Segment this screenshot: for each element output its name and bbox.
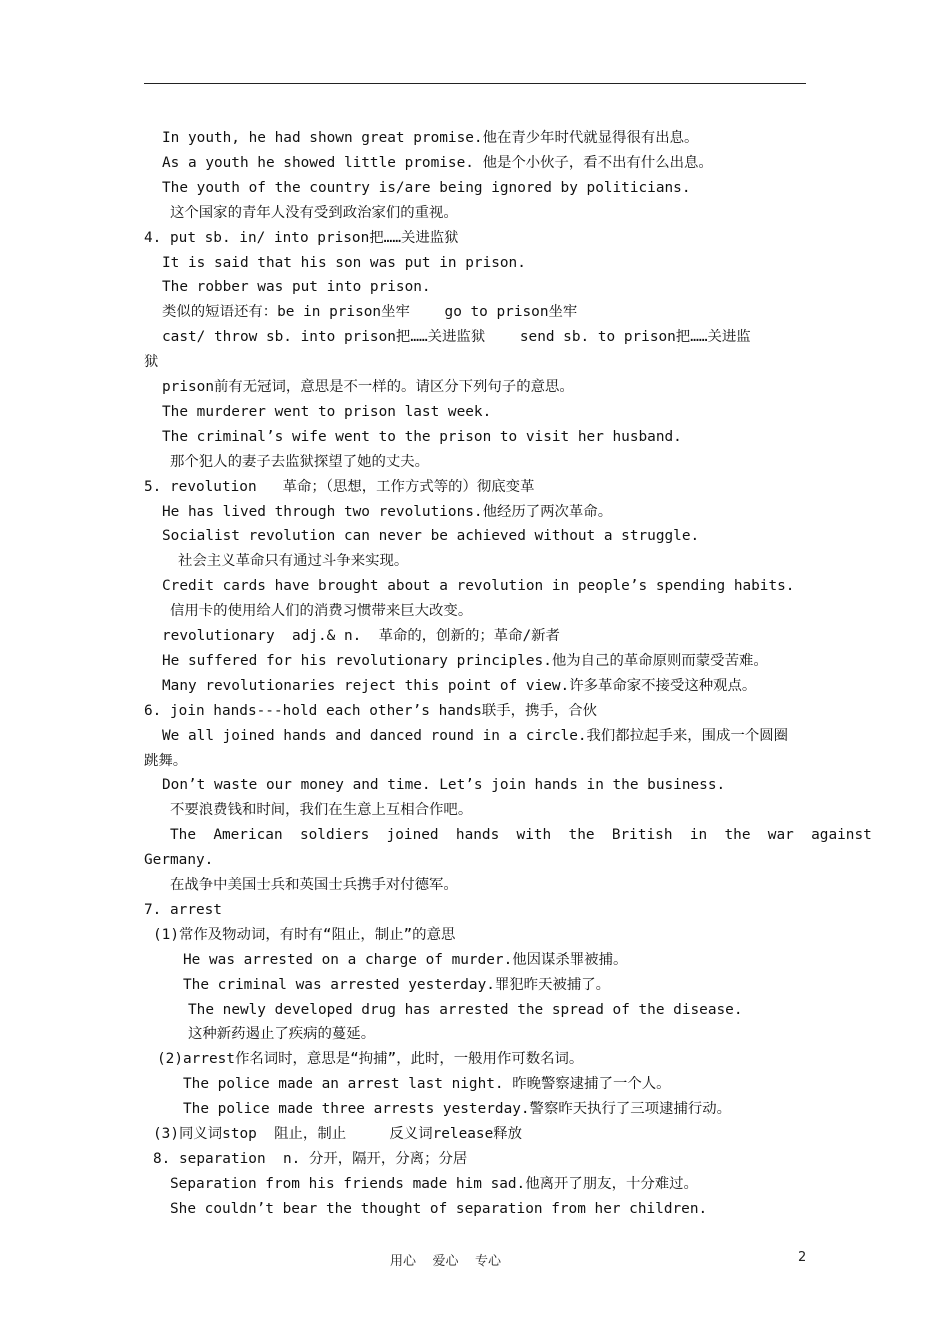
text-line: 6. join hands---hold each other’s hands联手，携手，合伙 bbox=[144, 702, 598, 719]
text-line: The robber was put into prison. bbox=[162, 279, 431, 296]
text-line: She couldn’t bear the thought of separation from her children. bbox=[170, 1200, 708, 1217]
text-line: Separation from his friends made him sad.他离开了朋友，十分难过。 bbox=[170, 1175, 698, 1192]
text-line: It is said that his son was put in prison. bbox=[162, 254, 526, 271]
text-line: (1)常作及物动词，有时有“阻止，制止”的意思 bbox=[153, 926, 456, 943]
text-line: 8. separation n. 分开，隔开，分离；分居 bbox=[153, 1150, 468, 1167]
text-line: 那个犯人的妻子去监狱探望了她的丈夫。 bbox=[170, 453, 430, 470]
text-line: 7. arrest bbox=[144, 901, 222, 918]
text-line: Credit cards have brought about a revolution in people’s spending habits. bbox=[162, 578, 795, 595]
text-line: Socialist revolution can never be achieved without a struggle. bbox=[162, 528, 700, 545]
text-line: 狱 bbox=[144, 354, 159, 371]
text-line: 4. put sb. in/ into prison把……关进监狱 bbox=[144, 229, 459, 246]
text-line: 社会主义革命只有通过斗争来实现。 bbox=[178, 553, 409, 570]
page-number: 2 bbox=[798, 1250, 807, 1265]
text-line: 信用卡的使用给人们的消费习惯带来巨大改变。 bbox=[170, 603, 473, 620]
footer-motto: 用心 爱心 专心 bbox=[390, 1254, 502, 1269]
text-line: prison前有无冠词，意思是不一样的。请区分下列句子的意思。 bbox=[162, 379, 574, 395]
text-line: Germany. bbox=[144, 852, 214, 869]
text-line: The police made an arrest last night. 昨晚警察逮捕了一个人。 bbox=[183, 1076, 671, 1093]
text-line: The American soldiers joined hands with the British in the war against bbox=[170, 827, 872, 844]
text-line: We all joined hands and danced round in a circle.我们都拉起手来，围成一个圆圈 bbox=[162, 727, 789, 744]
text-line: 在战争中美国士兵和英国士兵携手对付德军。 bbox=[170, 877, 458, 893]
text-line: The criminal was arrested yesterday.罪犯昨天被捕了。 bbox=[183, 976, 611, 993]
text-line: The newly developed drug has arrested the spread of the disease. bbox=[188, 1001, 743, 1018]
text-line: (2)arrest作名词时，意思是“拘捕”，此时，一般用作可数名词。 bbox=[157, 1051, 584, 1068]
text-line: Don’t waste our money and time. Let’s join hands in the business. bbox=[162, 777, 726, 794]
text-line: 跳舞。 bbox=[144, 752, 188, 769]
text-line: The police made three arrests yesterday.警察昨天执行了三项逮捕行动。 bbox=[183, 1101, 732, 1118]
text-line: The criminal’s wife went to the prison to visit her husband. bbox=[162, 428, 682, 445]
text-line: The youth of the country is/are being ignored by politicians. bbox=[162, 179, 691, 196]
text-line: 类似的短语还有：be in prison坐牢 go to prison坐牢 bbox=[162, 304, 578, 321]
text-line: 5. revolution 革命；（思想，工作方式等的）彻底变革 bbox=[144, 478, 535, 495]
header-rule bbox=[144, 83, 806, 84]
text-line: In youth, he had shown great promise.他在青少年时代就显得很有出息。 bbox=[162, 130, 699, 146]
text-line: revolutionary adj.& n. 革命的，创新的；革命/新者 bbox=[162, 628, 560, 644]
text-line: As a youth he showed little promise. 他是个小伙子，看不出有什么出息。 bbox=[162, 154, 713, 171]
text-line: 这个国家的青年人没有受到政治家们的重视。 bbox=[170, 204, 458, 221]
text-line: He suffered for his revolutionary principles.他为自己的革命原则而蒙受苦难。 bbox=[162, 652, 768, 669]
text-line: He was arrested on a charge of murder.他因谋杀罪被捕。 bbox=[183, 951, 628, 968]
text-line: Many revolutionaries reject this point of view.许多革命家不接受这种观点。 bbox=[162, 677, 757, 694]
text-line: He has lived through two revolutions.他经历了两次革命。 bbox=[162, 503, 613, 520]
text-line: 不要浪费钱和时间，我们在生意上互相合作吧。 bbox=[170, 802, 473, 819]
text-line: cast/ throw sb. into prison把……关进监狱 send sb. to prison把……关进监 bbox=[162, 329, 751, 346]
text-line: (3)同义词stop 阻止，制止 反义词release释放 bbox=[153, 1126, 523, 1142]
text-line: 这种新药遏止了疾病的蔓延。 bbox=[188, 1026, 376, 1043]
text-line: The murderer went to prison last week. bbox=[162, 403, 492, 420]
